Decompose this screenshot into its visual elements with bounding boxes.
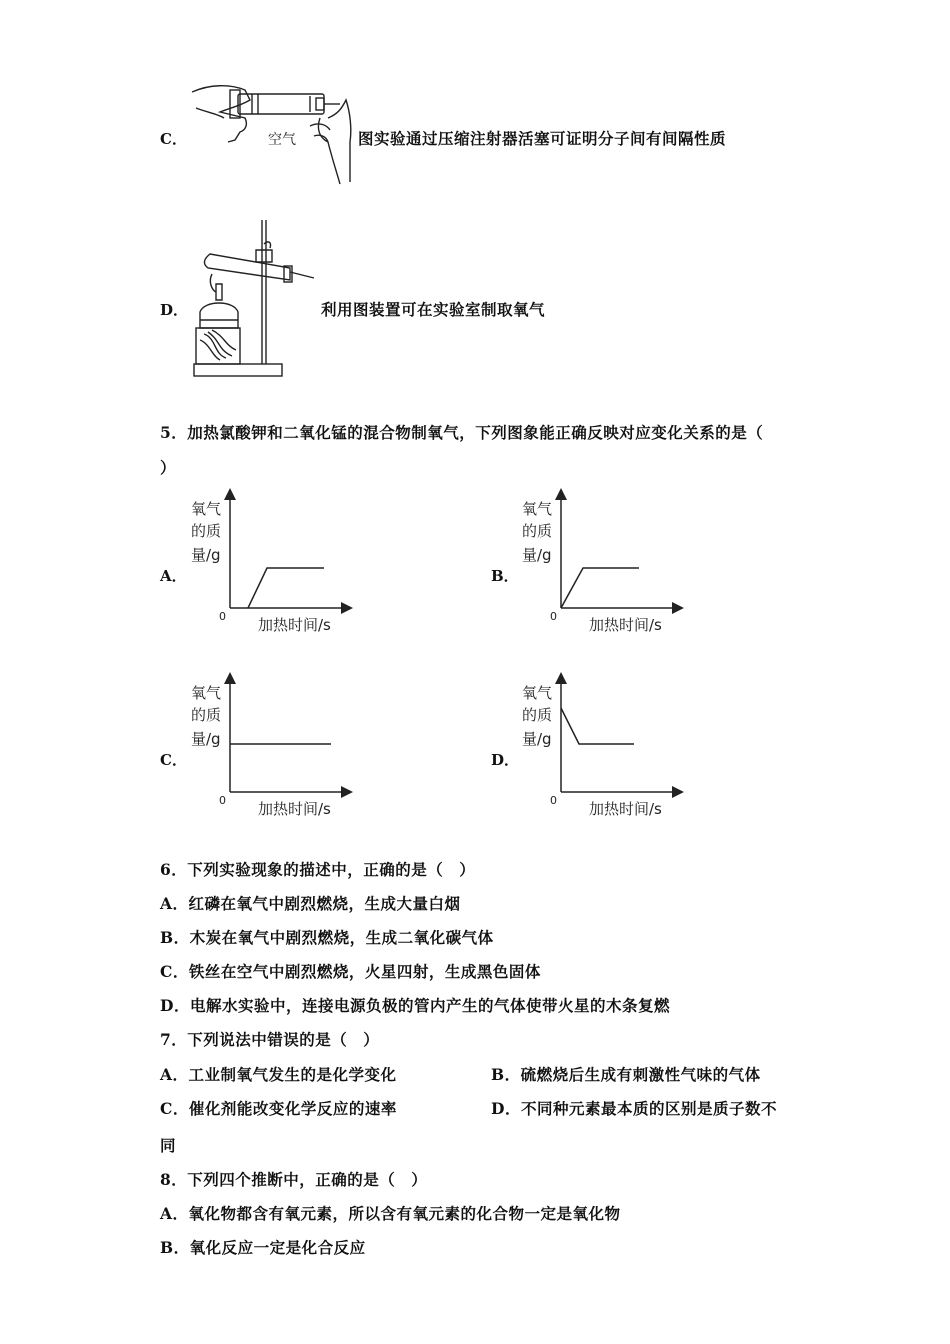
- q6-option-c: C．铁丝在空气中剧烈燃烧，火星四射，生成黑色固体: [160, 962, 541, 981]
- syringe-compression-figure: [190, 78, 355, 186]
- q8-option-b: B．氧化反应一定是化合反应: [160, 1238, 366, 1257]
- graph-c-ylabel-3: 量/g: [191, 730, 221, 748]
- q7-option-d: D．不同种元素最本质的区别是质子数不: [491, 1099, 777, 1118]
- q7-stem: 7．下列说法中错误的是（ ）: [160, 1030, 380, 1049]
- graph-c: [185, 672, 360, 820]
- q5-stem-line1: 5．加热氯酸钾和二氧化锰的混合物制氧气，下列图象能正确反映对应变化关系的是（: [160, 423, 764, 442]
- graph-a-ylabel-2: 的质: [191, 522, 222, 540]
- graph-d-ylabel-2: 的质: [522, 706, 553, 724]
- q6-option-b: B．木炭在氧气中剧烈燃烧，生成二氧化碳气体: [160, 928, 494, 947]
- option-d-text: 利用图装置可在实验室制取氧气: [321, 300, 546, 319]
- q7-option-b: B．硫燃烧后生成有刺激性气味的气体: [491, 1065, 761, 1084]
- graph-d-ylabel-1: 氧气: [522, 684, 553, 702]
- graph-b-ylabel-1: 氧气: [522, 500, 553, 518]
- graph-a: [185, 488, 360, 636]
- graph-c-ylabel-2: 的质: [191, 706, 222, 724]
- q6-option-a: A．红磷在氧气中剧烈燃烧，生成大量白烟: [160, 894, 461, 913]
- graph-d: [516, 672, 691, 820]
- air-label: 空气: [268, 132, 296, 148]
- graph-a-ylabel-3: 量/g: [191, 546, 221, 564]
- q8-stem: 8．下列四个推断中，正确的是（ ）: [160, 1170, 428, 1189]
- graph-d-letter: D．: [491, 751, 520, 769]
- graph-a-curve: [248, 568, 324, 608]
- q8-option-a: A．氧化物都含有氧元素，所以含有氧元素的化合物一定是氧化物: [160, 1204, 621, 1223]
- graph-c-letter: C．: [160, 751, 187, 769]
- q7-option-c: C．催化剂能改变化学反应的速率: [160, 1099, 397, 1118]
- option-c-letter: C．: [160, 130, 187, 148]
- q5-stem-line2: ）: [160, 458, 177, 477]
- graph-c-ylabel-1: 氧气: [191, 684, 222, 702]
- graph-a-letter: A．: [160, 567, 187, 585]
- q6-option-d: D．电解水实验中，连接电源负极的管内产生的气体使带火星的木条复燃: [160, 996, 670, 1015]
- graph-d-curve: [561, 708, 634, 744]
- graph-b-ylabel-2: 的质: [522, 522, 553, 540]
- oxygen-apparatus-figure: [190, 216, 320, 380]
- q7-option-d-continued: 同: [160, 1136, 177, 1155]
- graph-b-ylabel-3: 量/g: [522, 546, 552, 564]
- graph-d-ylabel-3: 量/g: [522, 730, 552, 748]
- graph-d-xlabel: 加热时间/s: [589, 800, 662, 818]
- graph-b-xlabel: 加热时间/s: [589, 616, 662, 634]
- graph-b-letter: B．: [491, 567, 519, 585]
- q7-option-a: A．工业制氧气发生的是化学变化: [160, 1065, 397, 1084]
- graph-c-origin: 0: [219, 794, 226, 807]
- graph-a-origin: 0: [219, 610, 226, 623]
- graph-a-xlabel: 加热时间/s: [258, 616, 331, 634]
- graph-d-origin: 0: [550, 794, 557, 807]
- graph-c-xlabel: 加热时间/s: [258, 800, 331, 818]
- graph-b-curve: [561, 568, 639, 608]
- option-d-letter: D．: [160, 301, 189, 319]
- graph-a-ylabel-1: 氧气: [191, 500, 222, 518]
- option-c-text: 图实验通过压缩注射器活塞可证明分子间有间隔性质: [358, 129, 727, 148]
- graph-b: [516, 488, 691, 636]
- graph-b-origin: 0: [550, 610, 557, 623]
- q6-stem: 6．下列实验现象的描述中，正确的是（ ）: [160, 860, 476, 879]
